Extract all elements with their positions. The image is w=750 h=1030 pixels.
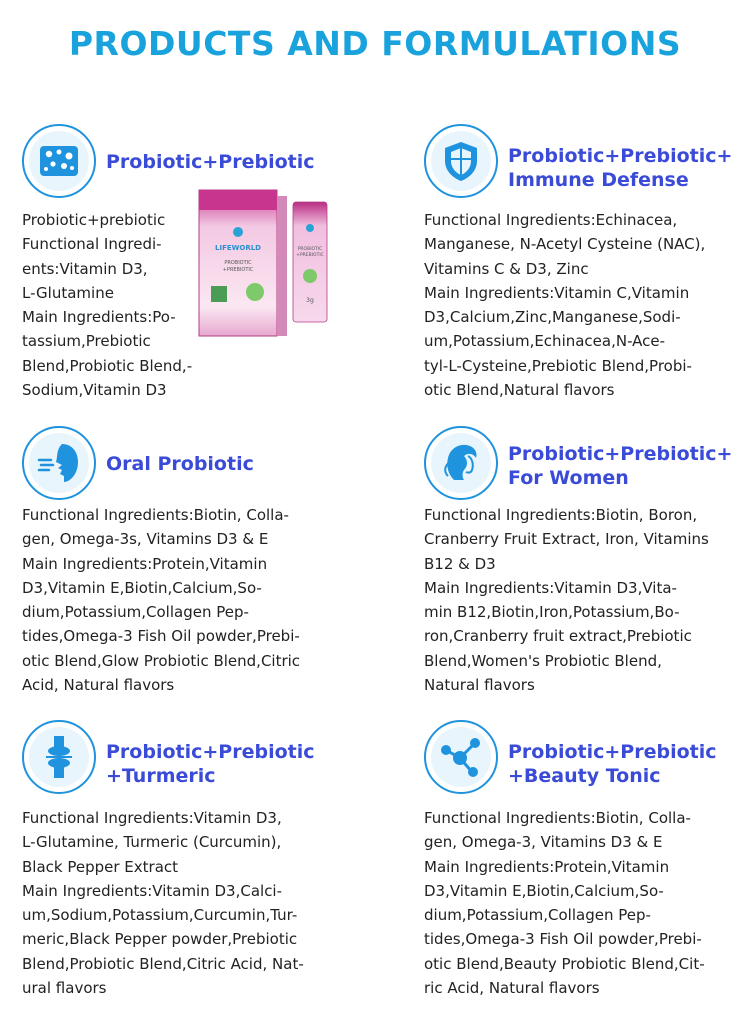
page-title: PRODUCTS AND FORMULATIONS — [68, 24, 682, 63]
sachet-weight: 3g — [306, 297, 314, 304]
product-card-oral-probiotic — [22, 426, 342, 706]
card-title: Probiotic+Prebiotic — [106, 151, 315, 173]
product-image — [193, 188, 333, 338]
card-body: Functional Ingredients:Biotin, Colla- gen, Omega-3s, Vitamins D3 & E Main Ingredients:Protein,Vitamin D3,Vitamin E,Biotin,Calcium,So- dium,Potassium,Collagen Pep- tides,Omega-3 Fish Oil powder,Prebi- otic Blend,Glow Probiotic Blend,Citric Acid, Natural flavors — [22, 506, 301, 695]
svg-text:PROBIOTIC: PROBIOTIC — [297, 247, 323, 252]
mouth-breath-icon — [22, 426, 96, 500]
product-card-for-women — [424, 426, 744, 706]
woman-profile-icon — [424, 426, 498, 500]
product-card-beauty-tonic — [424, 720, 744, 1010]
card-title: Probiotic+Prebiotic +Turmeric — [106, 741, 315, 787]
molecule-icon — [424, 720, 498, 794]
product-card-immune-defense — [424, 124, 744, 404]
svg-text:+PREBIOTIC: +PREBIOTIC — [222, 267, 254, 273]
joint-bone-icon — [22, 720, 96, 794]
product-brand: LIFEWORLD — [215, 244, 261, 252]
gut-bacteria-icon — [22, 124, 96, 198]
card-body: Functional Ingredients:Vitamin D3, L-Glutamine, Turmeric (Curcumin), Black Pepper Extract Main Ingredients:Vitamin D3,Calci- um,Sodium,Potassium,Curcumin,Tur- meric,Black Pepper powder,Prebiotic Blend,Probiotic Blend,Citric Acid, Nat- ural flavors — [22, 809, 304, 998]
product-card-turmeric — [22, 720, 342, 1010]
card-body: Functional Ingredients:Biotin, Colla- gen, Omega-3, Vitamins D3 & E Main Ingredients:Protein,Vitamin D3,Vitamin E,Biotin,Calcium,So- dium,Potassium,Collagen Pep- tides,Omega-3 Fish Oil powder,Prebi- otic Blend,Beauty Probiotic Blend,Cit- ric Acid, Natural flavors — [424, 809, 705, 998]
card-title: Probiotic+Prebiotic +Beauty Tonic — [508, 741, 717, 787]
card-title: Probiotic+Prebiotic+ Immune Defense — [508, 145, 733, 191]
card-body: Functional Ingredients:Echinacea, Manganese, N-Acetyl Cysteine (NAC), Vitamins C & D3, Zinc Main Ingredients:Vitamin C,Vitamin D3,Calcium,Zinc,Manganese,Sodi- um,Potassium,Echinacea,N-Ace- tyl-L-Cysteine,Prebiotic Blend,Probi- otic Blend,Natural flavors — [424, 211, 706, 400]
card-body: Probiotic+prebiotic Functional Ingredi- ents:Vitamin D3, L-Glutamine Main Ingredients:Po- tassium,Prebiotic Blend,Probiotic Blend,- Sodium,Vitamin D3 — [22, 211, 193, 400]
shield-icon — [424, 124, 498, 198]
card-title: Probiotic+Prebiotic+ For Women — [508, 443, 733, 489]
card-body: Functional Ingredients:Biotin, Boron, Cranberry Fruit Extract, Iron, Vitamins B12 & D3 Main Ingredients:Vitamin D3,Vita- min B12,Biotin,Iron,Potassium,Bo- ron,Cranberry fruit extract,Prebiotic Blend,Women's Probiotic Blend, Natural flavors — [424, 506, 709, 695]
svg-text:PROBIOTIC: PROBIOTIC — [224, 260, 252, 266]
svg-text:+PREBIOTIC: +PREBIOTIC — [296, 253, 324, 258]
card-title: Oral Probiotic — [106, 453, 254, 475]
